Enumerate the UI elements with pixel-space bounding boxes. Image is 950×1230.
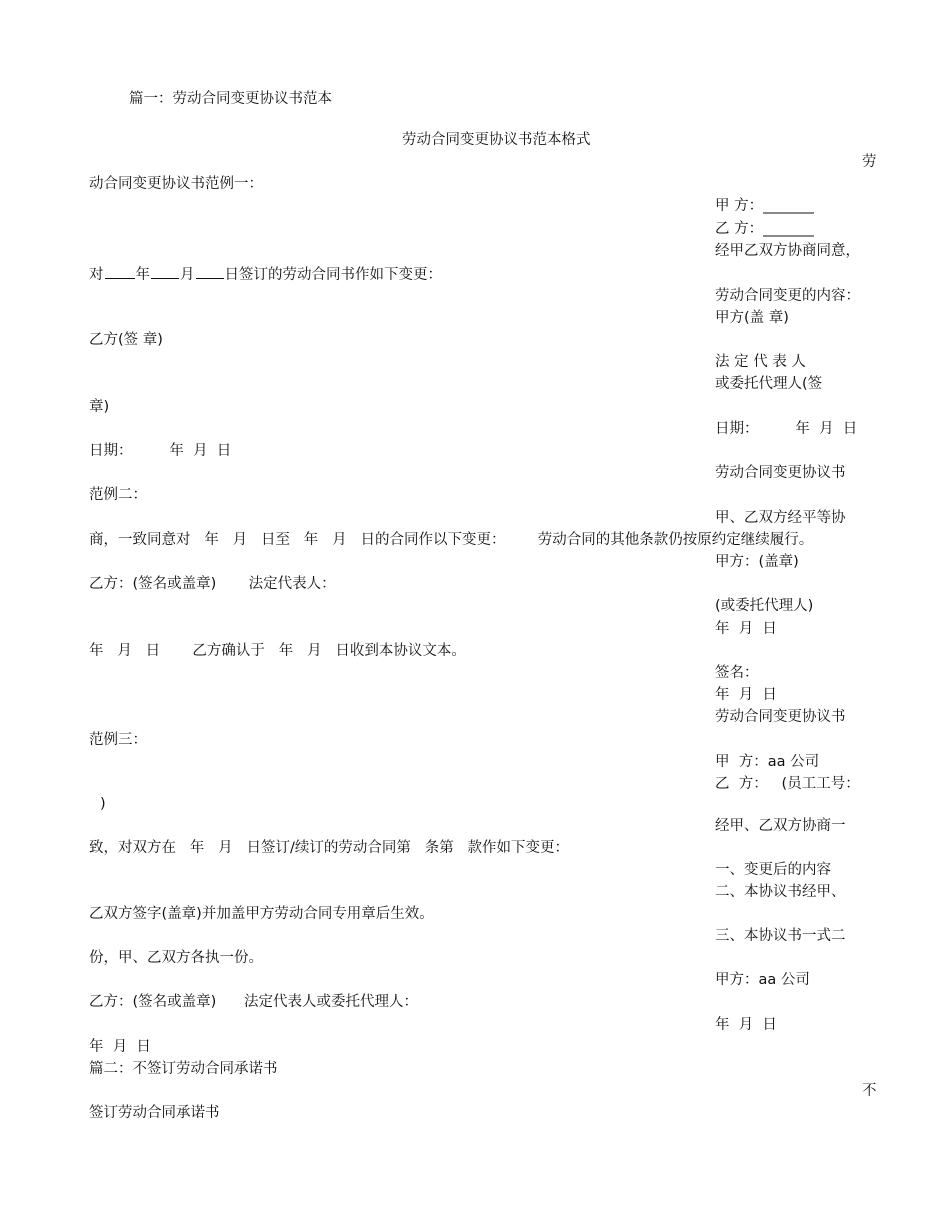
signature-label: 甲方：aa 公司 <box>715 972 810 988</box>
text-line: 签订劳动合同承诺书 <box>89 1105 220 1121</box>
text-line: 对 年 月 日签订的劳动合同书作如下变更： <box>89 267 442 283</box>
section-heading: 篇二：不签订劳动合同承诺书 <box>89 1061 278 1077</box>
text-line: 劳 <box>862 154 877 170</box>
text-line: 经甲、乙双方协商一 <box>715 818 846 834</box>
party-a-line: 甲 方：aa 公司 <box>715 754 820 770</box>
text-line: 范例三： <box>89 732 147 748</box>
document-title: 劳动合同变更协议书范本格式 <box>402 132 591 148</box>
date-line: 日期： 年 月 日 <box>715 421 858 437</box>
text-line: 劳动合同变更的内容： <box>715 288 860 304</box>
text-line: 劳动合同变更协议书 <box>715 465 846 481</box>
text-line: 份，甲、乙双方各执一份。 <box>89 950 263 966</box>
text-line: 年 月 日 乙方确认于 年 月 日收到本协议文本。 <box>89 643 466 659</box>
date-line: 日期： 年 月 日 <box>89 443 232 459</box>
text-line: 劳动合同变更协议书 <box>715 709 846 725</box>
party-b-line: 乙 方：_______ <box>715 221 814 237</box>
text-line: 一、变更后的内容 <box>715 862 831 878</box>
text-line: 致，对双方在 年 月 日签订/续订的劳动合同第 条第 款作如下变更： <box>89 840 570 856</box>
text-line: 法 定 代 表 人 <box>715 354 806 370</box>
date-line: 年 月 日 <box>89 1039 151 1055</box>
text-line: 二、本协议书经甲、 <box>715 884 846 900</box>
signature-label: 乙方：(签名或盖章) 法定代表人或委托代理人： <box>89 994 418 1010</box>
signature-label: 乙方(签 章) <box>89 332 163 348</box>
text-line: 动合同变更协议书范例一： <box>89 176 263 192</box>
signature-label: 签名： <box>715 665 759 681</box>
text-line: 不 <box>862 1083 877 1099</box>
signature-label: 甲方：(盖章) <box>715 554 799 570</box>
text-line: 范例二： <box>89 487 147 503</box>
date-line: 年 月 日 <box>715 687 777 703</box>
text-line: 三、本协议书一式二 <box>715 928 846 944</box>
party-b-line: 乙 方： (员工工号： <box>715 776 860 792</box>
text-line: ) <box>100 796 106 812</box>
signature-label: 乙方：(签名或盖章) 法定代表人： <box>89 576 336 592</box>
text-line: 或委托代理人(签 <box>715 376 823 392</box>
section-heading: 篇一：劳动合同变更协议书范本 <box>129 91 332 107</box>
text-line: 商，一致同意对 年 月 日至 年 月 日的合同作以下变更： 劳动合同的其他条款仍按原约定继续履行。 <box>89 532 814 548</box>
party-a-line: 甲 方：_______ <box>715 198 814 214</box>
date-line: 年 月 日 <box>715 621 777 637</box>
date-line: 年 月 日 <box>715 1017 777 1033</box>
text-line: 经甲乙双方协商同意， <box>715 243 860 259</box>
text-line: 甲、乙双方经平等协 <box>715 510 846 526</box>
signature-label: 甲方(盖 章) <box>715 310 789 326</box>
text-line: (或委托代理人) <box>715 598 814 614</box>
text-line: 乙双方签字(盖章)并加盖甲方劳动合同专用章后生效。 <box>89 906 434 922</box>
text-line: 章) <box>89 399 110 415</box>
